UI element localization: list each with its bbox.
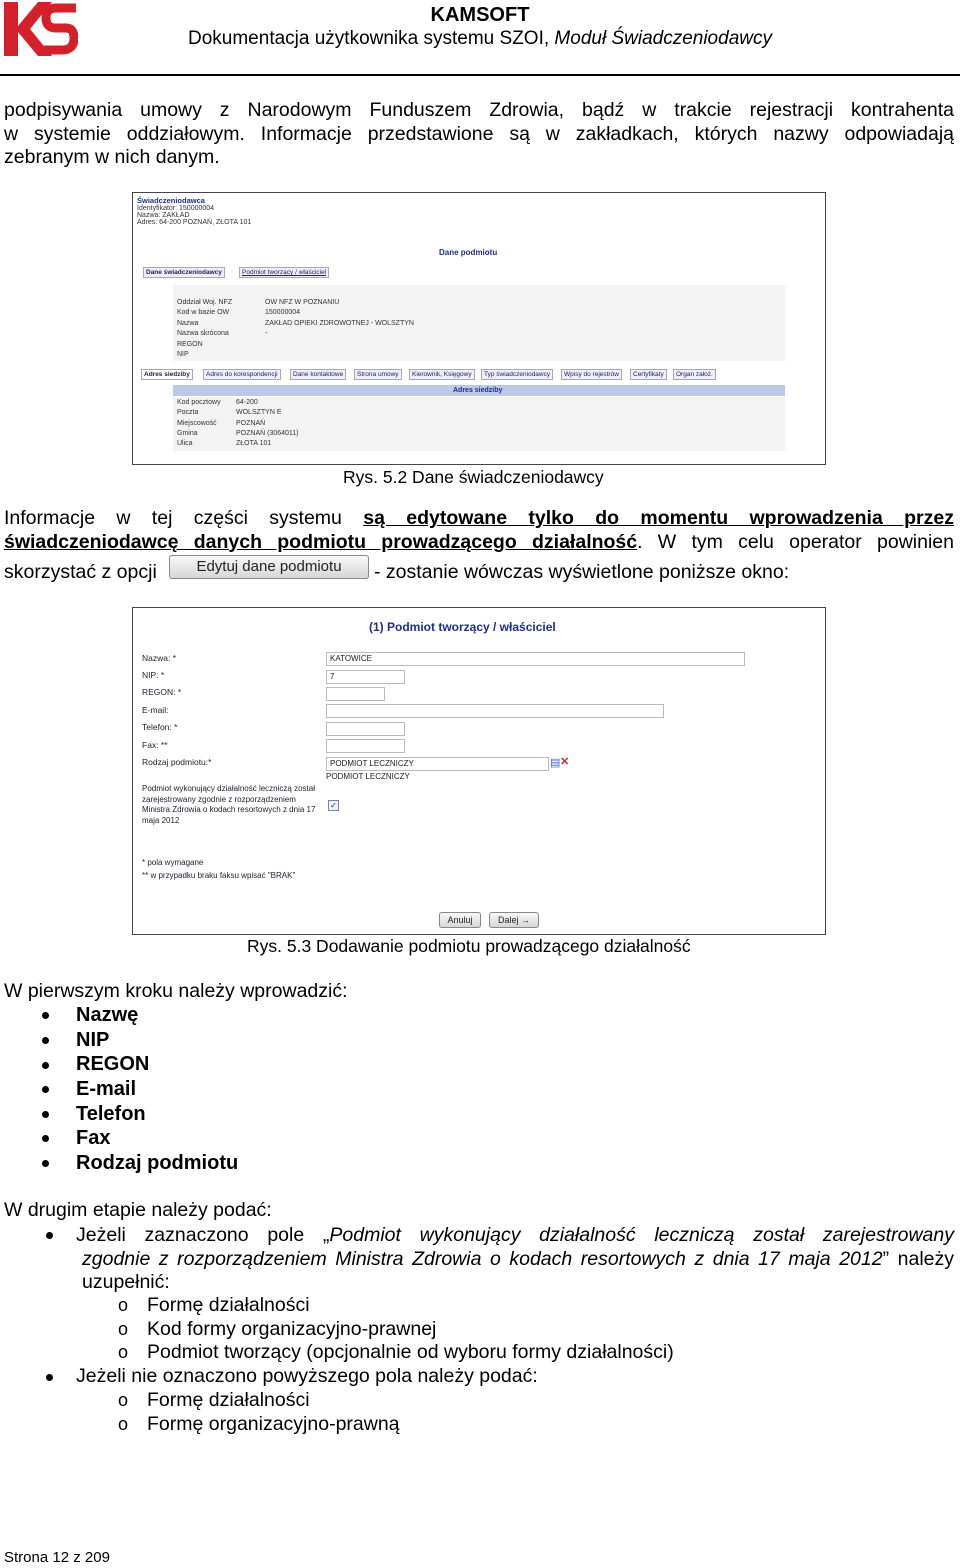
fax-note: ** w przypadku braku faksu wpisać "BRAK" [142,871,296,880]
clear-icon[interactable]: ✕ [560,756,570,768]
list-icon[interactable]: ▤ [550,757,561,769]
field-label: NIP: * [142,670,165,680]
bullet [42,1160,49,1167]
sub-bullet: o [118,1390,129,1410]
step2-item1: Jeżeli zaznaczono pole „Podmiot wykonujący działalność leczniczą został zarejestrowany zgodnie z rozporządzeniem Ministra Zdrowia o kodach resortowych z dnia 17 maja 2012” należy uzupełnić: [76,1224,955,1293]
address-value: POZNAŃ [236,420,266,427]
sub-item: Kod formy organizacyjno-prawnej [147,1318,437,1340]
name-input[interactable]: KATOWICE [326,652,745,666]
address-value: ZŁOTA 101 [236,440,272,447]
next-button[interactable]: Dalej → [489,912,539,928]
fig2-title: (1) Podmiot tworzący / właściciel [369,620,556,634]
bullet [42,1086,49,1093]
fig1-title: Świadczeniodawca [137,196,205,205]
fax-input[interactable] [326,739,405,753]
sub-item: Podmiot tworzący (opcjonalnie od wyboru formy działalności) [147,1341,674,1363]
fig1-bottom-tab[interactable]: Adres siedziby [141,369,193,380]
figure-add-entity [132,607,826,935]
address-value: WOLSZTYN E [236,409,282,416]
fig1-tab[interactable]: Podmiot tworzący / właściciel [239,267,329,278]
list-item: NIP [76,1029,110,1051]
field-value: OW NFZ W POZNANIU [265,299,340,306]
bullet [42,1111,49,1118]
bullet [42,1012,49,1019]
bullet [42,1135,49,1142]
edit-entity-data-button[interactable]: Edytuj dane podmiotu [169,555,369,579]
address-value: POZNAŃ (3064011) [236,430,299,437]
intro-paragraph: podpisywania umowy z Narodowym Funduszem Zdrowia, bądź w trakcie rejestracji kontrahenta w systemie oddziałowym. Informacje przedstawione są w zakładkach, których nazwy odpowiadają zebranym w nich danym. [4,99,954,168]
checkbox-label: Podmiot wykonujący działalność leczniczą został zarejestrowany zgodnie z rozporządzeniem Ministra Zdrowia o kodach resortowych z dnia 17 maja 2012 [142,784,316,825]
fig1-bottom-tab[interactable]: Strona umowy [354,369,402,380]
fig1-info: Identyfikator: 150000004 [137,205,215,212]
regon-input[interactable] [326,687,385,701]
list-item: Telefon [76,1103,146,1125]
step1-intro: W pierwszym kroku należy wprowadzić: [4,980,348,1002]
field-label: Rodzaj podmiotu:* [142,757,212,767]
field-value: - [265,330,268,337]
fig1-bottom-tab[interactable]: Wpisy do rejestrów [561,369,622,380]
list-item: E-mail [76,1078,137,1100]
entity-type-select[interactable]: PODMIOT LECZNICZY [326,757,549,771]
field-label: E-mail: [142,705,169,715]
fig1-bottom-tab[interactable]: Certyfikaty [630,369,667,380]
field-label: Kod w bazie OW [177,309,230,316]
bullet [42,1062,49,1069]
edit-option-after: - zostanie wówczas wyświetlone poniższe okno: [374,561,790,583]
address-value: 64-200 [236,399,258,406]
fig1-info: Nazwa: ZAKŁAD [137,212,190,219]
header-title: KAMSOFT [430,4,530,26]
sub-item: Formę działalności [147,1294,310,1316]
header-divider [0,74,960,76]
sub-bullet: o [118,1319,129,1339]
figure-caption: Rys. 5.3 Dodawanie podmiotu prowadzącego działalność [247,936,691,956]
address-label: Gmina [177,430,198,437]
list-item: Rodzaj podmiotu [76,1152,239,1174]
edit-option-text: skorzystać z opcji [4,561,157,583]
address-label: Ulica [177,440,193,447]
fig1-bottom-tab[interactable]: Dane kontaktowe [290,369,346,380]
fig1-bottom-tab[interactable]: Typ świadczeniodawcy [481,369,553,380]
phone-input[interactable] [326,722,405,736]
field-value: 150000004 [265,309,301,316]
field-label: Oddział Woj. NFZ [177,299,233,306]
list-item: Nazwę [76,1004,139,1026]
field-label: Fax: ** [142,740,168,750]
field-label: NIP [177,351,189,358]
sub-item: Formę organizacyjno-prawną [147,1413,400,1435]
fig1-tab[interactable]: Dane świadczeniodawcy [143,267,225,278]
fig1-bottom-tab[interactable]: Organ założ. [673,369,716,380]
address-label: Poczta [177,409,199,416]
kamsoft-logo [4,2,78,56]
list-item: REGON [76,1053,150,1075]
field-label: REGON: * [142,687,182,697]
field-label: Nazwa [177,320,199,327]
bullet [42,1037,49,1044]
fig1-bottom-tab[interactable]: Kierownik, Księgowy [409,369,475,380]
sub-bullet: o [118,1295,129,1315]
bullet [46,1374,53,1381]
fig1-address-title: Adres siedziby [453,387,503,394]
email-input[interactable] [326,704,664,718]
header-subtitle: Dokumentacja użytkownika systemu SZOI, Moduł Świadczeniodawcy [188,28,772,49]
edit-info-paragraph: Informacje w tej części systemu są edytowane tylko do momentu wprowadzenia przez świadczeniodawcę danych podmiotu prowadzącego działalność. W tym celu operator powinien [4,507,954,553]
figure-caption: Rys. 5.2 Dane świadczeniodawcy [343,467,604,487]
bullet [46,1232,53,1239]
step2-item2: Jeżeli nie oznaczono powyższego pola należy podać: [76,1365,538,1387]
sub-bullet: o [118,1414,129,1434]
fig1-bottom-tab[interactable]: Adres do korespondencji [203,369,281,380]
field-value: ZAKŁAD OPIEKI ZDROWOTNEJ - WOLSZTYN [265,320,414,327]
field-label: Nazwa: * [142,653,177,663]
dropdown-option[interactable]: PODMIOT LECZNICZY [326,772,410,781]
page-number: Strona 12 z 209 [4,1549,110,1566]
fig1-section-title: Dane podmiotu [439,248,498,257]
field-label: Telefon: * [142,722,178,732]
registered-checkbox[interactable]: ✓ [328,800,339,811]
figure-provider-data [132,192,826,465]
sub-bullet: o [118,1342,129,1362]
address-label: Miejscowość [177,420,217,427]
fig1-info: Adres: 64-200 POZNAŃ, ZŁOTA 101 [137,219,252,226]
field-label: Nazwa skrócona [177,330,229,337]
nip-input[interactable]: 7 [326,670,405,684]
required-note: * pola wymagane [142,858,204,867]
list-item: Fax [76,1127,111,1149]
step2-intro: W drugim etapie należy podać: [4,1199,272,1221]
address-label: Kod pocztowy [177,399,221,406]
sub-item: Formę działalności [147,1389,310,1411]
field-label: REGON [177,341,203,348]
cancel-button[interactable]: Anuluj [439,912,481,928]
